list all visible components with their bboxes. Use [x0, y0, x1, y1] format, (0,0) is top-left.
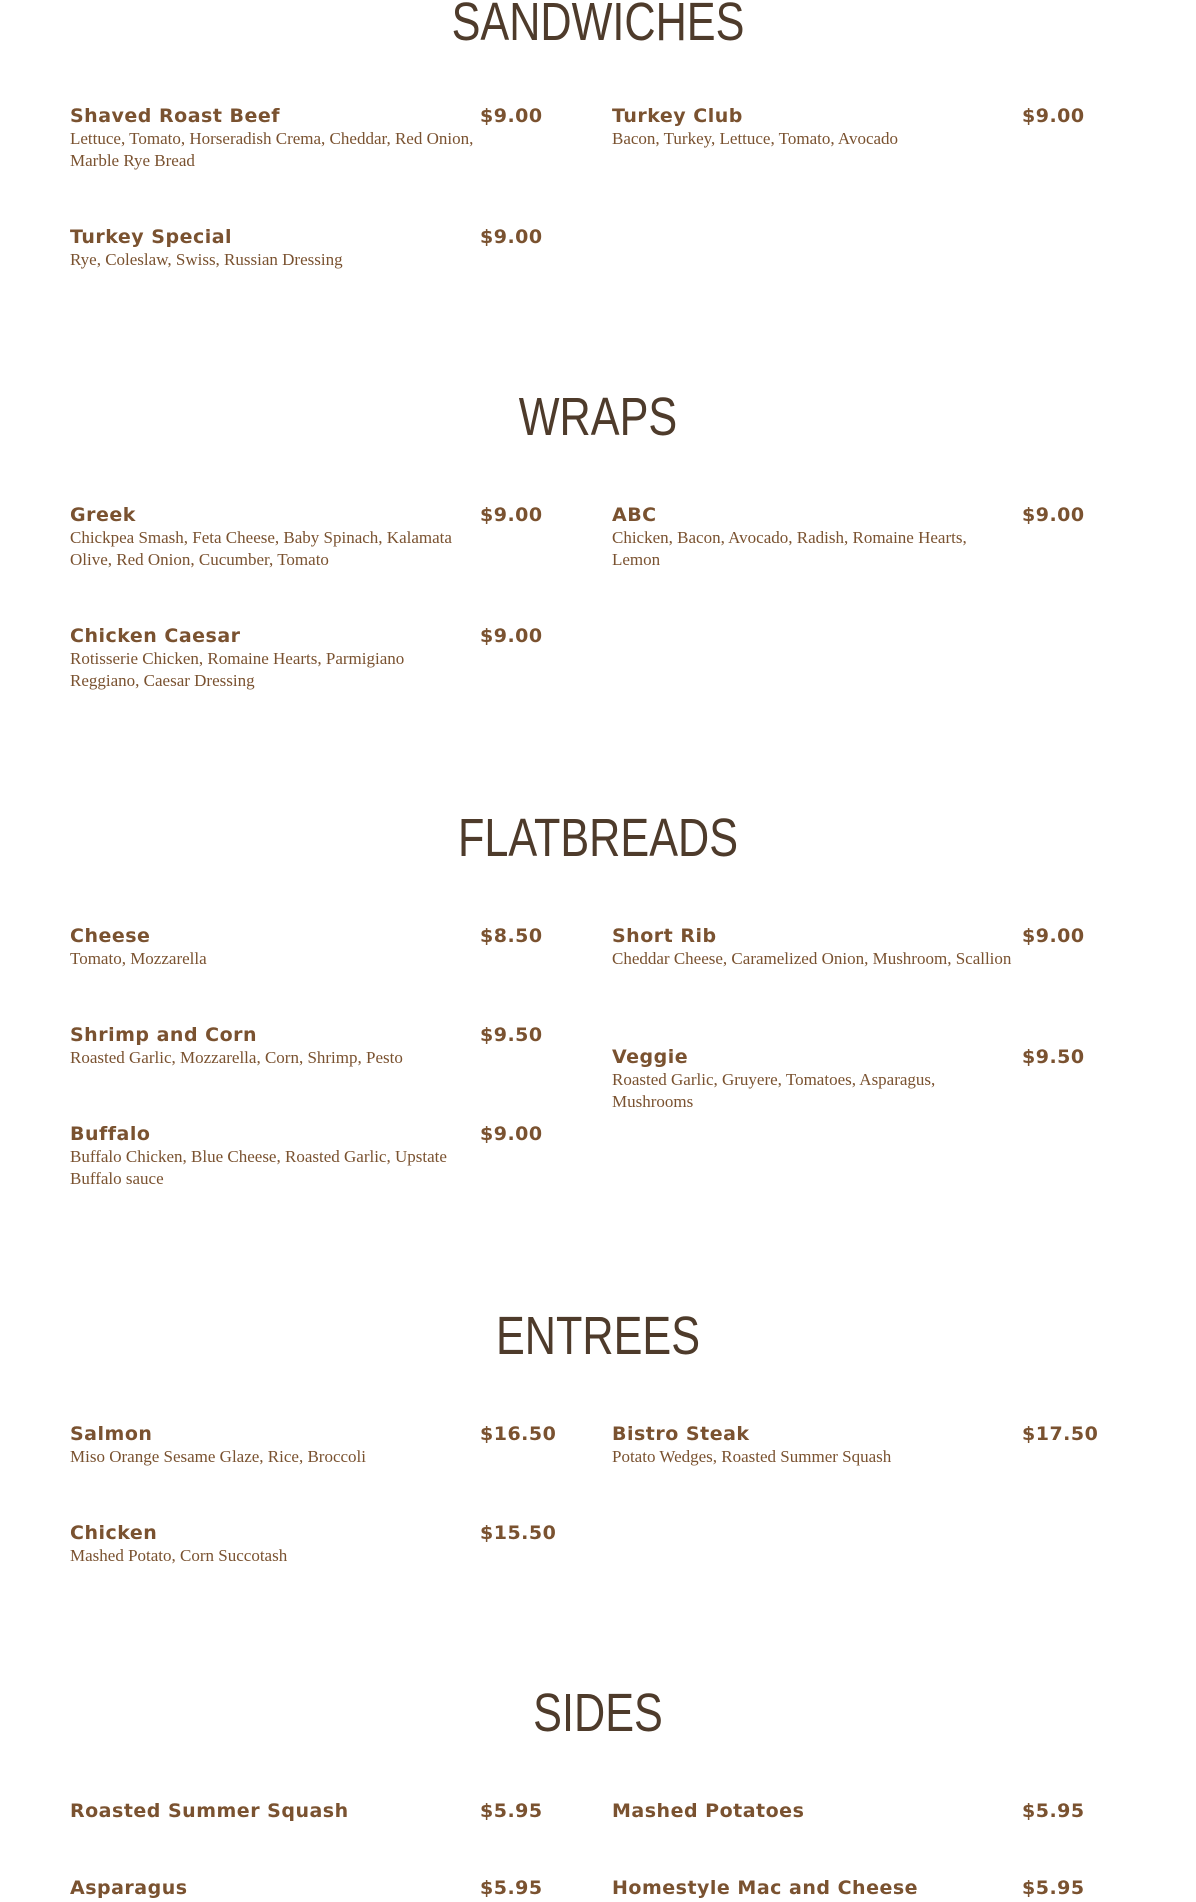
- item-price: $5.95: [480, 1877, 543, 1899]
- menu-item-cheese: [70, 924, 550, 970]
- item-description: Roasted Garlic, Gruyere, Tomatoes, Asparagus, Mushrooms: [612, 1070, 936, 1111]
- item-price: $9.50: [1022, 1046, 1085, 1068]
- item-description: Chicken, Bacon, Avocado, Radish, Romaine Hearts, Lemon: [612, 528, 967, 569]
- item-price: $5.95: [1022, 1800, 1085, 1822]
- item-description: Buffalo Chicken, Blue Cheese, Roasted Garlic, Upstate Buffalo sauce: [70, 1147, 447, 1188]
- item-price: $5.95: [1022, 1877, 1085, 1899]
- item-name: Cheese: [70, 925, 151, 947]
- item-name: Roasted Summer Squash: [70, 1800, 349, 1822]
- menu-item-chicken-caesar: [70, 624, 550, 692]
- item-price: $9.00: [480, 105, 543, 127]
- item-name: Shaved Roast Beef: [70, 105, 281, 127]
- item-description: Lettuce, Tomato, Horseradish Crema, Cheddar, Red Onion, Marble Rye Bread: [70, 129, 474, 170]
- item-name: Buffalo: [70, 1123, 151, 1145]
- item-price: $9.00: [480, 504, 543, 526]
- section-title-sandwiches: SANDWICHES: [451, 0, 745, 52]
- item-price: $5.95: [480, 1800, 543, 1822]
- item-price: $9.00: [1022, 105, 1085, 127]
- item-price: $15.50: [480, 1522, 557, 1544]
- item-name: Short Rib: [612, 925, 717, 947]
- item-price: $17.50: [1022, 1423, 1099, 1445]
- menu-item-asparagus: [70, 1876, 550, 1900]
- item-price: $9.00: [480, 625, 543, 647]
- menu-item-veggie: [612, 1045, 1092, 1113]
- item-name: Homestyle Mac and Cheese: [612, 1877, 919, 1899]
- item-name: Greek: [70, 504, 136, 526]
- menu-item-shaved-roast-beef: [70, 104, 550, 172]
- item-description: Tomato, Mozzarella: [70, 949, 207, 968]
- item-name: Chicken Caesar: [70, 625, 241, 647]
- item-price: $9.00: [480, 226, 543, 248]
- item-name: Salmon: [70, 1423, 153, 1445]
- item-price: $16.50: [480, 1423, 557, 1445]
- menu-item-chicken: [70, 1521, 557, 1567]
- menu-item-abc: [612, 503, 1092, 571]
- item-description: Roasted Garlic, Mozzarella, Corn, Shrimp, Pesto: [70, 1048, 403, 1067]
- menu-item-salmon: [70, 1422, 557, 1468]
- item-name: Shrimp and Corn: [70, 1024, 258, 1046]
- item-name: Bistro Steak: [612, 1423, 750, 1445]
- item-price: $9.00: [1022, 504, 1085, 526]
- item-name: Chicken: [70, 1522, 158, 1544]
- item-price: $9.50: [480, 1024, 543, 1046]
- item-description: Potato Wedges, Roasted Summer Squash: [612, 1447, 892, 1466]
- menu-item-short-rib: [612, 924, 1092, 970]
- item-name: ABC: [612, 504, 657, 526]
- item-description: Mashed Potato, Corn Succotash: [70, 1546, 288, 1565]
- menu-item-bistro-steak: [612, 1422, 1099, 1468]
- item-description: Rye, Coleslaw, Swiss, Russian Dressing: [70, 250, 343, 269]
- menu-item-turkey-club: [612, 104, 1092, 150]
- menu-item-roasted-summer-squash: [70, 1799, 550, 1823]
- item-description: Chickpea Smash, Feta Cheese, Baby Spinach, Kalamata Olive, Red Onion, Cucumber, Tomato: [70, 528, 452, 569]
- menu-item-greek: [70, 503, 550, 571]
- item-price: $8.50: [480, 925, 543, 947]
- item-name: Asparagus: [70, 1877, 188, 1899]
- item-name: Turkey Special: [70, 226, 233, 248]
- item-name: Veggie: [612, 1046, 689, 1068]
- item-name: Turkey Club: [612, 105, 743, 127]
- item-name: Mashed Potatoes: [612, 1800, 805, 1822]
- item-price: $9.00: [1022, 925, 1085, 947]
- section-title-entrees: ENTREES: [495, 1306, 701, 1366]
- section-title-flatbreads: FLATBREADS: [457, 808, 739, 868]
- section-title-sides: SIDES: [533, 1683, 663, 1743]
- section-title-wraps: WRAPS: [518, 387, 678, 447]
- menu-item-mashed-potatoes: [612, 1799, 1092, 1823]
- menu-item-shrimp-and-corn: [70, 1023, 550, 1069]
- item-description: Miso Orange Sesame Glaze, Rice, Broccoli: [70, 1447, 366, 1466]
- item-description: Bacon, Turkey, Lettuce, Tomato, Avocado: [612, 129, 899, 148]
- menu-item-homestyle-mac-and-cheese: [612, 1876, 1092, 1900]
- item-description: Rotisserie Chicken, Romaine Hearts, Parmigiano Reggiano, Caesar Dressing: [70, 649, 405, 690]
- item-price: $9.00: [480, 1123, 543, 1145]
- menu-item-turkey-special: [70, 225, 550, 271]
- menu-item-buffalo: [70, 1122, 550, 1190]
- item-description: Cheddar Cheese, Caramelized Onion, Mushroom, Scallion: [612, 949, 1012, 968]
